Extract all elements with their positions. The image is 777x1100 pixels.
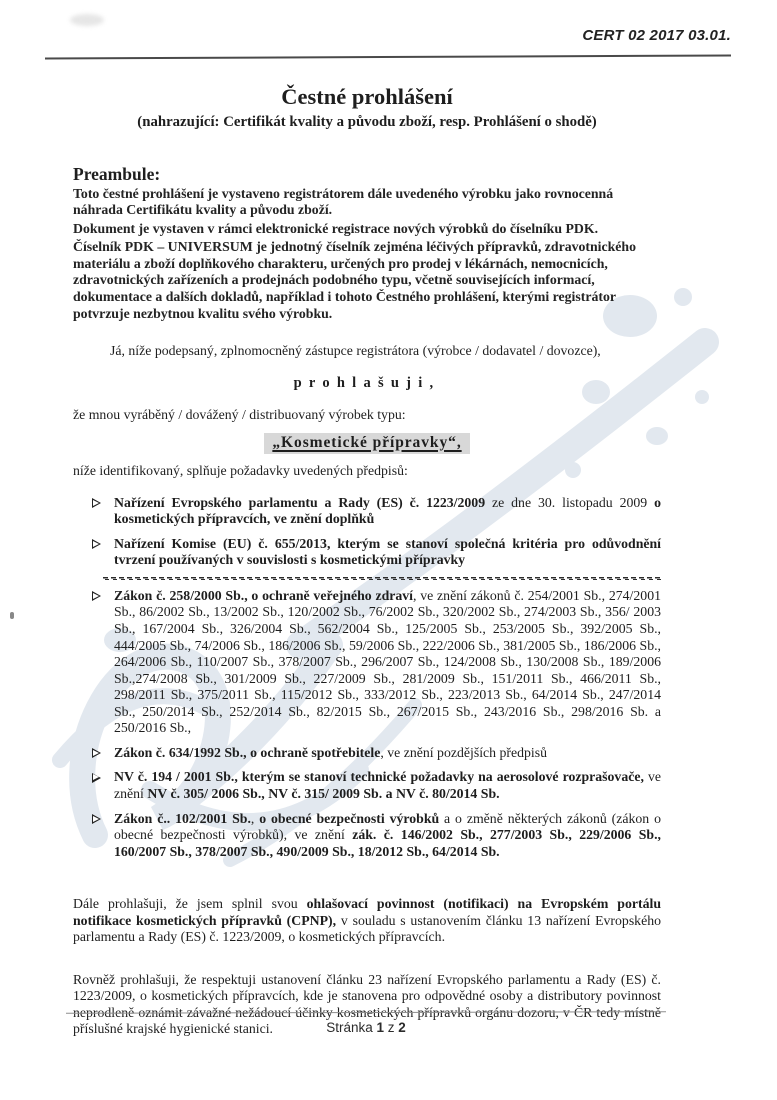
regulation-item: Zákon č.. 102/2001 Sb., o obecné bezpečnosti výrobků a o změně některých zákonů (zákon o obecné bezpečnosti výrobků), ve znění zák. č. 146/2002 Sb., 277/2003 Sb., 229/2006 Sb., 160/2007 Sb., 378/2007 Sb., 490/2009 Sb., 18/2012 Sb., 64/2014 Sb.: [73, 811, 661, 861]
product-name-highlight: „Kosmetické přípravky“,: [264, 433, 469, 455]
preambule-paragraph: Toto čestné prohlášení je vystaveno registrátorem dále uvedeného výrobku jako rovnocenná náhrada Certifikátu kvality a původu zboží.: [73, 185, 614, 218]
declaration-verb: prohlašuji,: [293, 374, 441, 391]
page-title: Čestné prohlášení: [281, 84, 453, 109]
document-content: [73, 0, 661, 1038]
supervision-paragraph: Rovněž prohlašuji, že respektuji ustanovení článku 23 nařízení Evropského parlamentu a Rady (ES) č. 1223/2009, o kosmetických přípravcích, kde je stanovena pro odpovědné osoby a distributory povinnost neprodleně oznámit závažné nežádoucí účinky kosmetických přípravků orgánu dozoru, v ČR tedy místně příslušné krajské hygienické stanici.: [73, 971, 661, 1037]
arrow-bullet-icon: [92, 498, 101, 508]
arrow-bullet-icon: [92, 591, 101, 601]
regulation-item: Nařízení Komise (EU) č. 655/2013, kterým se stanoví společná kritéria pro odůvodnění tvrzení používaných v souvislosti s kosmetickými přípravky: [73, 536, 661, 569]
page-number: Stránka 1 z 2: [326, 1020, 406, 1035]
product-type-line: že mnou vyráběný / dovážený / distribuovaný výrobek typu:: [73, 407, 406, 423]
declaration-intro: Já, níže podepsaný, zplnomocněný zástupce registrátora (výrobce / dodavatel / dovozce),: [110, 343, 601, 359]
doc-code: CERT 02 2017 03.01.: [582, 27, 731, 44]
regulation-item: NV č. 194 / 2001 Sb., kterým se stanoví technické požadavky na aerosolové rozprašovače, ve znění NV č. 305/ 2006 Sb., NV č. 315/ 2009 Sb. a NV č. 80/2014 Sb.: [73, 769, 661, 802]
arrow-bullet-icon: [92, 748, 101, 758]
page-subtitle: (nahrazující: Certifikát kvality a původu zboží, resp. Prohlášení o shodě): [137, 113, 597, 130]
scan-speck: [10, 612, 14, 619]
dashed-divider: [103, 577, 661, 580]
regulation-item: Zákon č. 634/1992 Sb., o ochraně spotřebitele, ve znění pozdějších předpisů: [73, 745, 661, 762]
arrow-bullet-icon: [92, 539, 101, 549]
compliance-line: níže identifikovaný, splňuje požadavky uvedených předpisů:: [73, 463, 408, 479]
regulation-item: Zákon č. 258/2000 Sb., o ochraně veřejného zdraví, ve znění zákonů č. 254/2001 Sb., 274/2001 Sb., 86/2002 Sb., 13/2002 Sb., 120/2002 Sb., 76/2002 Sb., 320/2002 Sb., 274/2003 Sb., 356/ 2003 Sb., 167/2004 Sb., 326/2004 Sb., 562/2004 Sb., 125/2005 Sb., 253/2005 Sb., 392/2005 Sb., 444/2005 Sb., 74/2006 Sb., 186/2006 Sb., 59/2006 Sb., 222/2006 Sb., 381/2005 Sb., 186/2006 Sb., 264/2006 Sb., 110/2007 Sb., 378/2007 Sb., 296/2007 Sb., 124/2008 Sb., 130/2008 Sb., 189/2006 Sb.,274/2008 Sb., 301/2009 Sb., 227/2009 Sb., 281/2009 Sb., 151/2011 Sb., 466/2011 Sb., 298/2011 Sb., 375/2011 Sb., 115/2012 Sb., 333/2012 Sb., 223/2013 Sb., 64/2014 Sb., 247/2014 Sb., 250/2014 Sb., 252/2014 Sb., 82/2015 Sb., 267/2015 Sb., 243/2016 Sb., 298/2016 Sb. a 250/2016 Sb.,: [73, 588, 661, 737]
notification-paragraph: Dále prohlašuji, že jsem splnil svou ohlašovací povinnost (notifikaci) na Evropském portálu notifikace kosmetických přípravků (CPNP), v souladu s ustanovením článku 13 nařízení Evropského parlamentu a Rady (ES) č. 1223/2009, o kosmetických přípravcích.: [73, 896, 662, 945]
product-name-wrap: [73, 433, 661, 455]
preambule-heading: Preambule:: [73, 163, 161, 184]
preambule-paragraph: Číselník PDK – UNIVERSUM je jednotný číselník zejména léčivých přípravků, zdravotnického materiálu a zboží doplňkového charakteru, určených pro prodej v lékárnách, nemocnicích, zdravotnických zařízeních a prodejnách podobného typu, včetně souvisejících informací, dokumentace a dalších dokladů, například i tohoto Čestného prohlášení, kterými registrátor potvrzuje nezbytnou kvalitu svého výrobku.: [73, 239, 636, 321]
arrow-bullet-icon: [92, 814, 101, 824]
regulation-item: Nařízení Evropského parlamentu a Rady (ES) č. 1223/2009 ze dne 30. listopadu 2009 o kosmetických přípravcích, ve znění doplňků: [73, 495, 661, 528]
preambule-paragraph: Dokument je vystaven v rámci elektronické registrace nových výrobků do číselníku PDK.: [73, 220, 599, 236]
arrow-bullet-icon: [92, 773, 101, 783]
regulations-list: [73, 495, 661, 860]
